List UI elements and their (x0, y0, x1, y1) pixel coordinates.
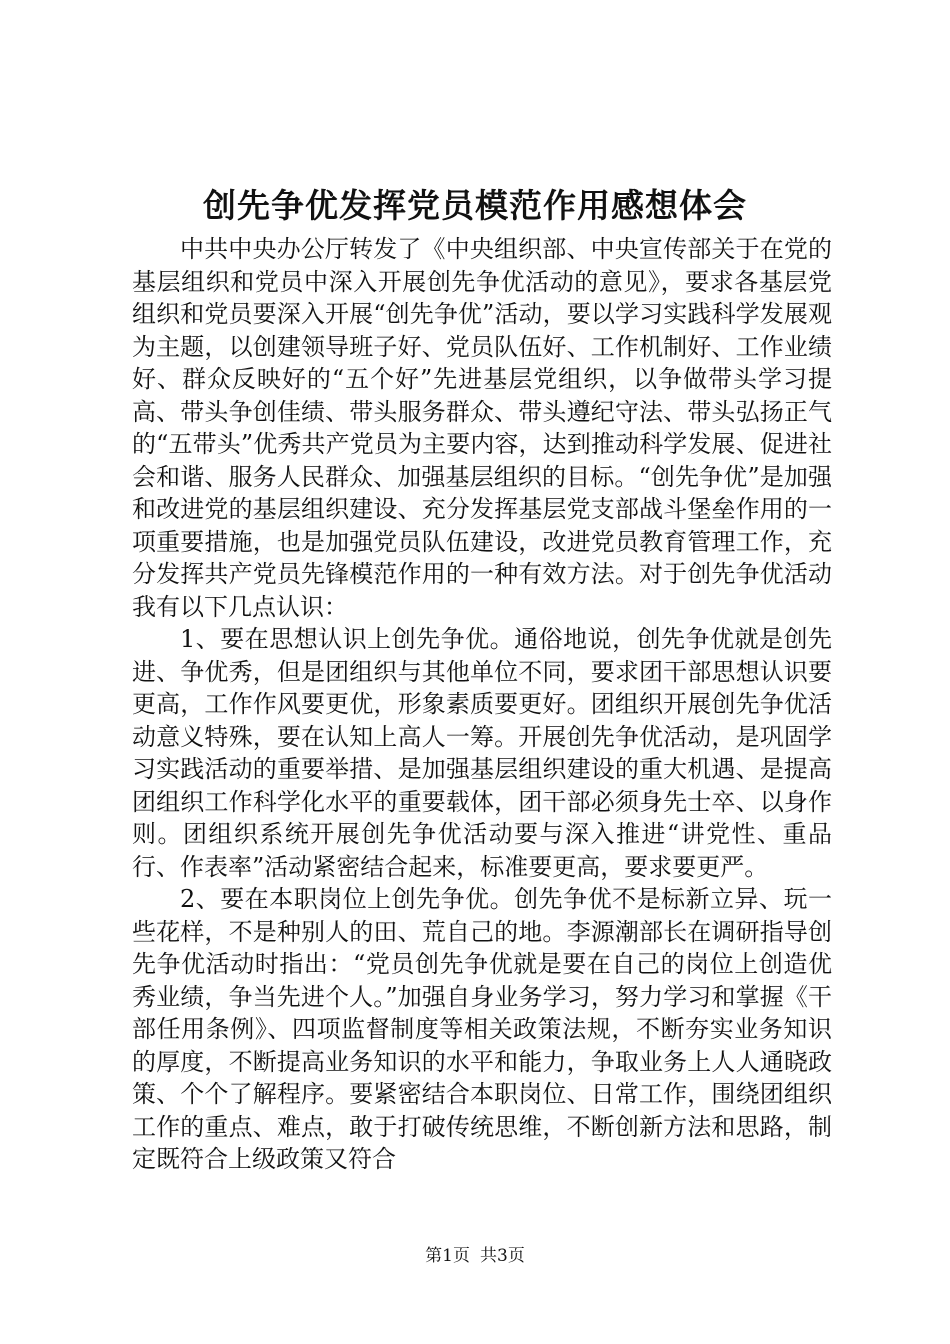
paragraph-point-1: 1、要在思想认识上创先争优。通俗地说，创先争优就是创先进、争优秀，但是团组织与其他单位不同，要求团干部思想认识要更高，工作作风要更优，形象素质要更好。团组织开展创先争优活动意义特殊，要在认知上高人一筹。开展创先争优活动，是巩固学习实践活动的重要举措、是加强基层组织建设的重大机遇、是提高团组织工作科学化水平的重要载体，团干部必须身先士卒、以身作则。团组织系统开展创先争优活动要与深入推进“讲党性、重品行、作表率”活动紧密结合起来，标准要更高，要求要更严。 (132, 625, 832, 881)
page-footer (0, 1244, 950, 1268)
document-title: 创先争优发挥党员模范作用感想体会 (203, 186, 747, 225)
paragraph-intro: 中共中央办公厅转发了《中央组织部、中央宣传部关于在党的基层组织和党员中深入开展创先争优活动的意见》，要求各基层党组织和党员要深入开展“创先争优”活动，要以学习实践科学发展观为主题，以创建领导班子好、党员队伍好、工作机制好、工作业绩好、群众反映好的“五个好”先进基层党组织，以争做带头学习提高、带头争创佳绩、带头服务群众、带头遵纪守法、带头弘扬正气的“五带头”优秀共产党员为主要内容，达到推动科学发展、促进社会和谐、服务人民群众、加强基层组织的目标。“创先争优”是加强和改进党的基层组织建设、充分发挥基层党支部战斗堡垒作用的一项重要措施，也是加强党员队伍建设，改进党员教育管理工作，充分发挥共产党员先锋模范作用的一种有效方法。对于创先争优活动我有以下几点认识： (132, 235, 832, 621)
document-body (132, 233, 832, 1176)
page-number-total: 共3页 (480, 1246, 525, 1266)
paragraph-point-2: 2、要在本职岗位上创先争优。创先争优不是标新立异、玩一些花样，不是种别人的田、荒自己的地。李源潮部长在调研指导创先争优活动时指出：“党员创先争优就是要在自己的岗位上创造优秀业绩，争当先进个人。”加强自身业务学习，努力学习和掌握《干部任用条例》、四项监督制度等相关政策法规，不断夯实业务知识的厚度，不断提高业务知识的水平和能力，争取业务上人人通晓政策、个个了解程序。要紧密结合本职岗位、日常工作，围绕团组织工作的重点、难点，敢于打破传统思维，不断创新方法和思路，制定既符合上级政策又符合 (132, 885, 832, 1173)
page-number-current: 第1页 (425, 1246, 470, 1266)
